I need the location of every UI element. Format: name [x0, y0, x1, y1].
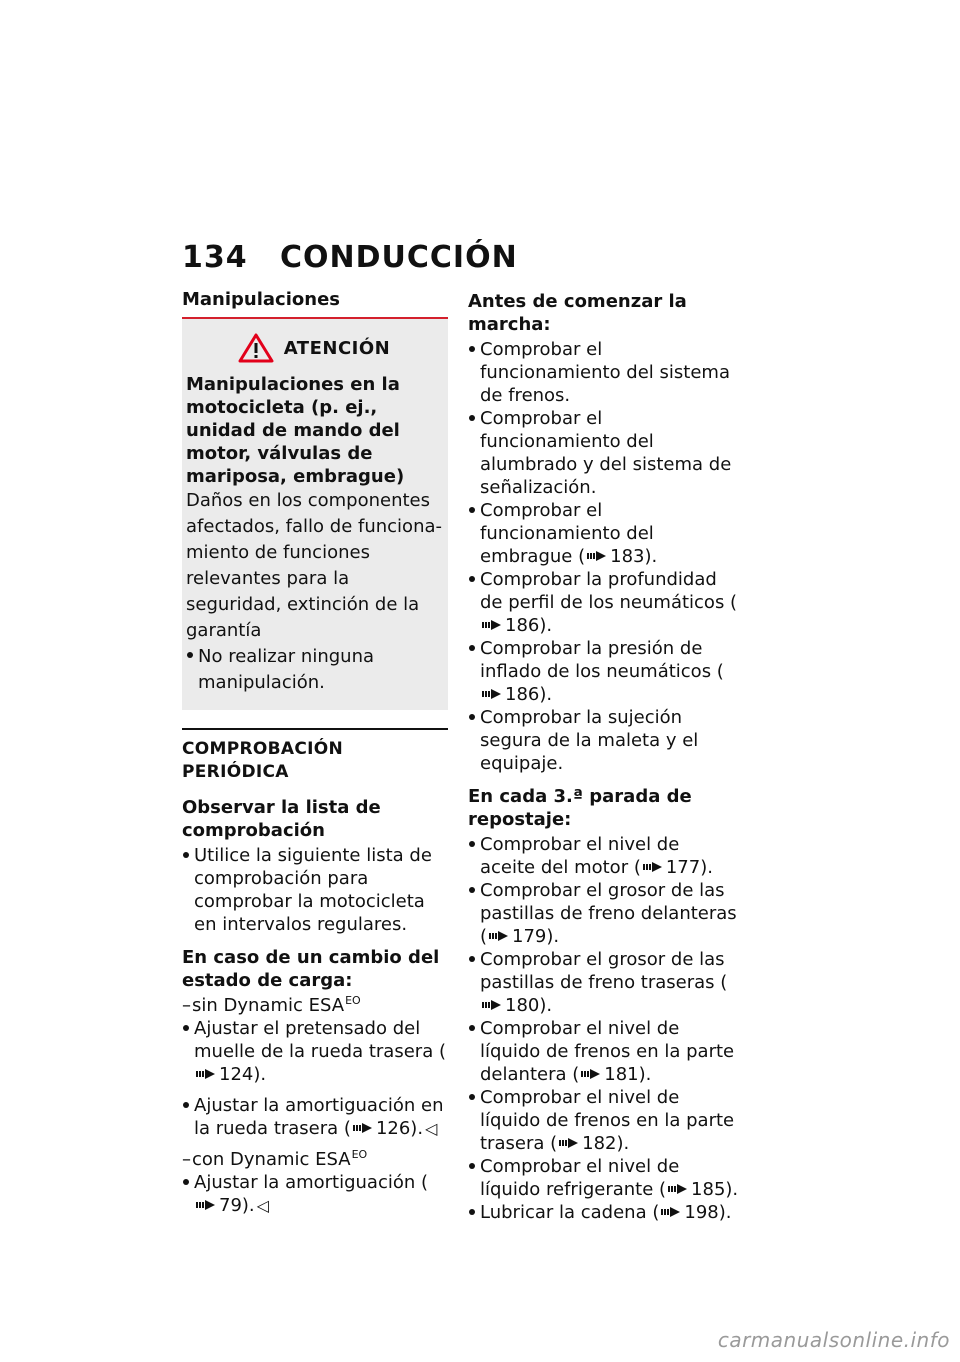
page-ref: 186).: [505, 615, 553, 636]
item-text: Comprobar la presión de inflado de los neumáticos: [480, 638, 712, 682]
refuel-list: [468, 833, 740, 1224]
page-ref: 79).: [219, 1195, 255, 1216]
list-item: Comprobar el grosor de las pastillas de freno traseras (180).: [468, 948, 740, 1017]
page-ref-arrow-icon: [196, 1067, 216, 1081]
start-list: [468, 338, 740, 775]
list-item: Ajustar el pretensado del muelle de la rueda trasera (124).: [182, 1017, 448, 1086]
page-ref: 186).: [505, 684, 553, 705]
warning-text: Daños en los componentes afectados, fallo de funcionamiento de funciones relevantes para la seguridad, extinción de la garantía: [186, 490, 443, 641]
dash-item: [182, 1148, 448, 1171]
chapter-title: CONDUCCIÓN: [280, 240, 518, 275]
page-ref-arrow-icon: [559, 1136, 579, 1150]
list-item: Comprobar el nivel de aceite del motor ( 177).: [468, 833, 740, 879]
item-text: Comprobar el funcionamiento del sistema de frenos.: [480, 339, 730, 406]
item-text: Comprobar el grosor de las pastillas de freno delanteras: [480, 880, 737, 924]
page-ref: 180).: [505, 995, 553, 1016]
page-ref-arrow-icon: [668, 1182, 688, 1196]
page-ref-arrow-icon: [581, 1067, 601, 1081]
page-ref-arrow-icon: [489, 929, 509, 943]
section-divider: [182, 728, 448, 730]
item-text: Comprobar el nivel de líquido refrigerante: [480, 1156, 680, 1200]
item-text: Comprobar el nivel de líquido de frenos en la parte trasera: [480, 1087, 735, 1154]
page-header: [182, 240, 518, 275]
page-ref-arrow-icon: [482, 687, 502, 701]
page-ref: 182).: [582, 1133, 630, 1154]
section-title: COMPROBACIÓN PERIÓDICA: [182, 739, 344, 782]
checklist-heading: Observar la lista de comprobación: [182, 797, 381, 841]
page-ref: 185).: [691, 1179, 739, 1200]
page-ref: 177).: [665, 857, 713, 878]
checklist-list: [182, 844, 448, 936]
item-text: Comprobar la profundidad de perfil de los neumáticos: [480, 569, 725, 613]
list-item: Comprobar el nivel de líquido de frenos en la parte delantera ( 181).: [468, 1017, 740, 1086]
item-text: Lubricar la cadena: [480, 1202, 647, 1223]
item-text: Comprobar el nivel de líquido de frenos en la parte delantera: [480, 1018, 735, 1085]
page-ref-arrow-icon: [482, 618, 502, 632]
section-heading-manipulaciones: Manipulaciones: [182, 289, 341, 310]
page-ref-arrow-icon: [482, 998, 502, 1012]
list-item: Lubricar la cadena ( 198).: [468, 1201, 740, 1224]
load-change-heading: En caso de un cambio del estado de carga:: [182, 947, 440, 991]
right-column: [468, 290, 740, 1224]
dash-text: con Dynamic ESA: [192, 1149, 351, 1170]
page-ref-arrow-icon: [353, 1121, 373, 1135]
start-heading: Antes de comenzar la marcha:: [468, 291, 687, 335]
list-item: Ajustar la amortiguación (79). ◁: [182, 1171, 448, 1217]
item-text: Ajustar la amortiguación: [194, 1172, 416, 1193]
list-item: [468, 407, 740, 499]
refuel-heading: En cada 3.ª parada de repostaje:: [468, 786, 692, 830]
list-item: Comprobar la profundidad de perfil de los neumáticos (186).: [468, 568, 740, 637]
item-text: Comprobar el funcionamiento del embrague: [480, 500, 654, 567]
item-text: Comprobar el nivel de aceite del motor: [480, 834, 680, 878]
page-ref: 124).: [219, 1064, 267, 1085]
page-ref-arrow-icon: [661, 1205, 681, 1219]
page-ref: 181).: [604, 1064, 652, 1085]
list-item: [468, 338, 740, 407]
dash-text: sin Dynamic ESA: [192, 995, 345, 1016]
warning-header: [186, 333, 442, 363]
list-item: Comprobar el nivel de líquido de frenos en la parte trasera ( 182).: [468, 1086, 740, 1155]
page-ref-arrow-icon: [587, 549, 607, 563]
dash1-list: [182, 1017, 448, 1140]
list-item: [468, 706, 740, 775]
warning-box: [182, 319, 448, 710]
item-text: Comprobar el funcionamiento del alumbrado y del sistema de señalización.: [480, 408, 732, 498]
warning-label: ATENCIÓN: [283, 337, 391, 359]
list-item: No realizar ninguna manipulación.: [186, 644, 442, 696]
list-item: Comprobar la presión de inflado de los neumáticos (186).: [468, 637, 740, 706]
end-mark-icon: ◁: [425, 1119, 438, 1138]
item-text: Ajustar el pretensado del muelle de la rueda trasera: [194, 1018, 434, 1062]
equipment-code: EO: [345, 994, 361, 1007]
list-item: Ajustar la amortiguación en la rueda trasera ( 126). ◁: [182, 1094, 448, 1140]
warning-list: [186, 644, 442, 696]
list-item: Utilice la siguiente lista de comprobación para comprobar la motocicleta en intervalos regulares.: [182, 844, 448, 936]
page-number: 134: [182, 240, 248, 275]
end-mark-icon: ◁: [256, 1196, 269, 1215]
list-item: Comprobar el funcionamiento del embrague ( 183).: [468, 499, 740, 568]
page-ref-arrow-icon: [196, 1198, 216, 1212]
warning-triangle-icon: [238, 333, 274, 363]
page-ref: 179).: [512, 926, 560, 947]
page-ref: 198).: [684, 1202, 732, 1223]
watermark-logo: carmanualsonline.info: [717, 1328, 950, 1352]
dash-item: [182, 994, 448, 1017]
equipment-code: EO: [351, 1148, 368, 1161]
page-ref: 183).: [610, 546, 658, 567]
item-text: Ajustar la amortiguación en la rueda trasera: [194, 1095, 444, 1139]
list-item: Comprobar el grosor de las pastillas de freno delanteras ( 179).: [468, 879, 740, 948]
page-ref: 126).: [375, 1118, 424, 1139]
dash2-list: [182, 1171, 448, 1217]
page-ref-arrow-icon: [643, 860, 663, 874]
list-item: Comprobar el nivel de líquido refrigerante ( 185).: [468, 1155, 740, 1201]
item-text: Comprobar el grosor de las pastillas de freno traseras: [480, 949, 725, 993]
warning-bold-text: Manipulaciones en la motocicleta (p. ej., unidad de mando del motor, válvulas de mariposa, embrague): [186, 374, 405, 487]
left-column: [182, 288, 448, 1217]
item-text: Comprobar la sujeción segura de la maleta y el equipaje.: [480, 707, 699, 774]
